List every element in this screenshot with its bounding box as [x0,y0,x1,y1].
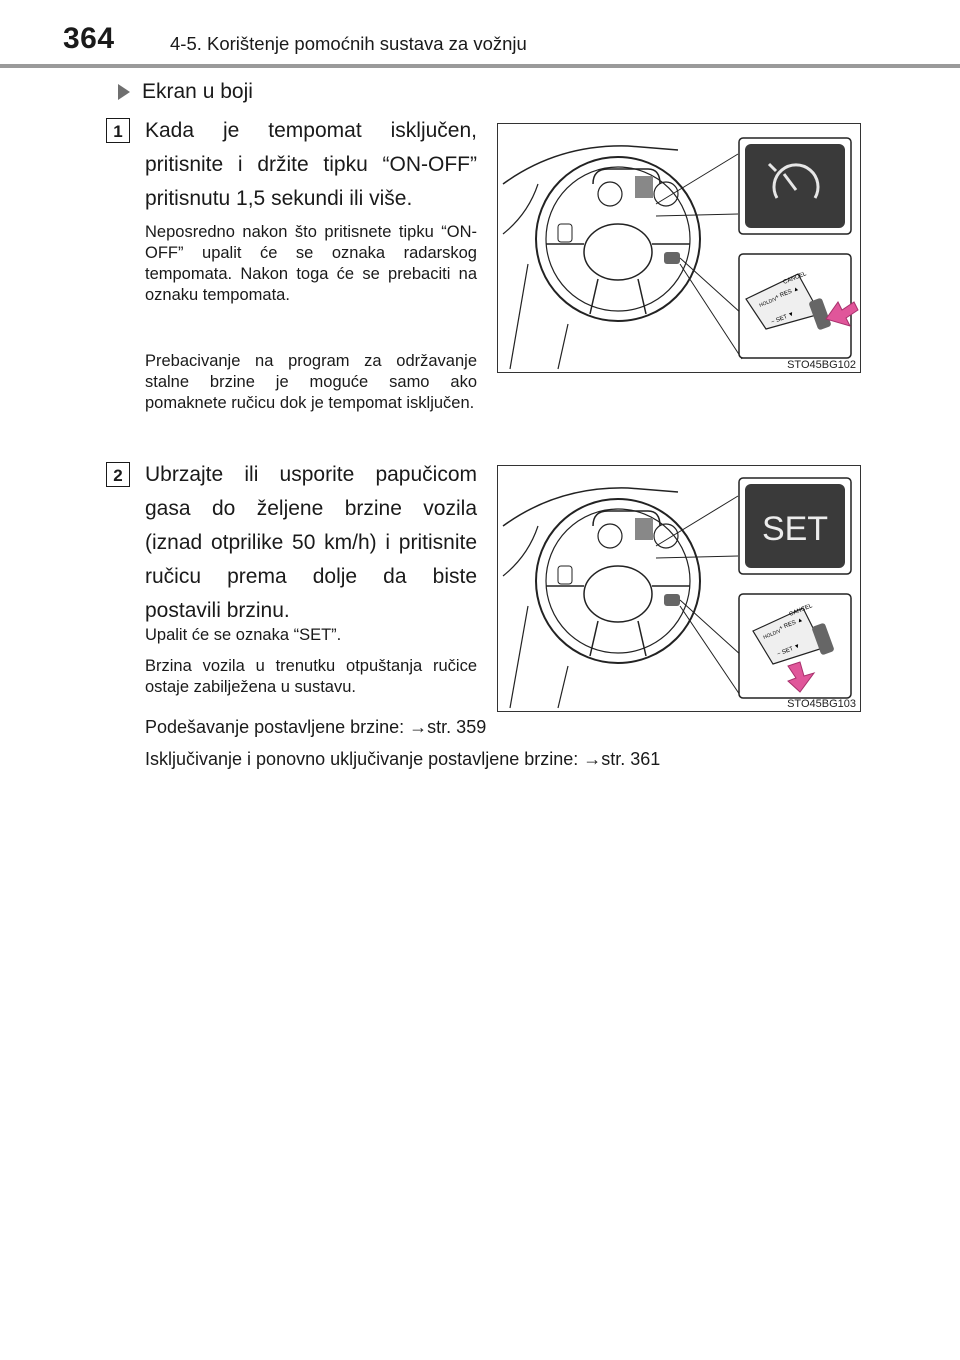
step-1-note-2: Prebacivanje na program za održavanje stalne brzine je moguće samo ako pomaknete ručicu dok je tempomat isključen. [145,352,477,412]
lever-res-label: + RES ▲ [774,285,801,301]
lever-cancel-label: CANCEL [782,271,808,286]
figure-2-illustration [498,466,859,710]
figure-1-code: STO45BG102 [787,359,856,371]
step-1-note-1: Neposredno nakon što pritisnete tipku “ON-OFF” upalit će se oznaka radarskog tempomata. Nakon toga će se prebaciti na oznaku tempomata. [145,223,477,304]
section-bullet [118,80,253,104]
lever-hold-label: HOLD/V [758,296,779,309]
step-2-note-2: Brzina vozila u trenutku otpuštanja ručice ostaje zabilježena u sustavu. [145,657,477,696]
chapter-title: 4-5. Korištenje pomoćnih sustava za vožnju [170,33,527,54]
steering-wheel-icon [536,499,700,663]
lever-set-label: − SET ▼ [776,643,802,658]
set-indicator-text: SET [761,510,829,548]
lever-hold-label: HOLD/V [762,628,783,641]
figure-1 [497,123,861,373]
lever-res-label: + RES ▲ [778,616,805,632]
lever-cancel-label: CANCEL [788,603,814,618]
page-number: 364 [63,22,115,55]
step-1-main-text: Kada je tempomat isključen, pritisnite i držite tipku “ON-OFF” pritisnutu 1,5 sekundi ili više. [145,119,477,210]
figure-2-code: STO45BG103 [787,698,856,710]
lever-set-label: − SET ▼ [770,311,796,326]
reference-cancel-resume: Isključivanje i ponovno uključivanje postavljene brzine: →str. 361 [145,749,661,769]
step-1-marker: 1 [106,118,130,143]
figure-1-illustration [498,124,859,371]
step-2-note-1: Upalit će se oznaka “SET”. [145,626,342,644]
reference-adjust-speed: Podešavanje postavljene brzine: →str. 359 [145,717,487,737]
figure-2 [497,465,861,712]
step-2-marker: 2 [106,462,130,487]
steering-wheel-icon [536,157,700,321]
bullet-arrow-icon [118,84,130,100]
section-title: Ekran u boji [142,80,253,103]
header-rule [0,64,960,68]
step-2-main-text: Ubrzajte ili usporite papučicom gasa do željene brzine vozila (iznad otprilike 50 km/h) i pritisnite ručicu prema dolje da biste postavili brzinu. [145,463,477,622]
